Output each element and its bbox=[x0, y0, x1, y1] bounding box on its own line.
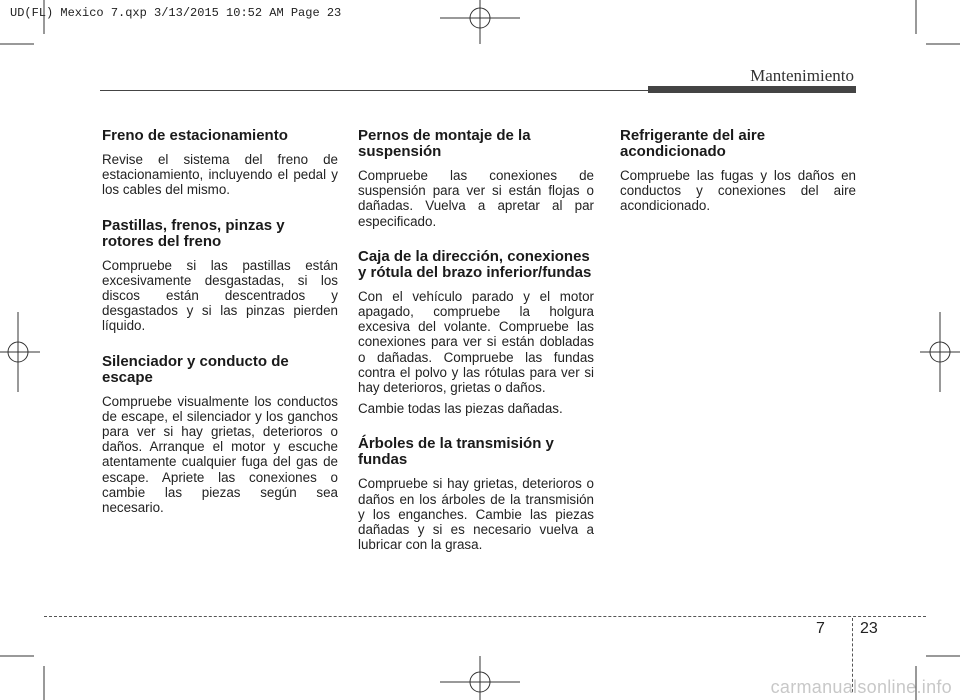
column-3 bbox=[620, 128, 856, 234]
section-paragraph: Compruebe si hay grietas, deterioros o daños en los árboles de la transmisión y los enganches. Cambie las piezas dañadas y si es necesario vuelva a lubricar con la grasa. bbox=[358, 476, 594, 553]
section-heading: Caja de la dirección, conexiones y rótula del brazo inferior/fundas bbox=[358, 247, 592, 281]
chapter-number: 7 bbox=[816, 620, 825, 637]
section-ac-refrigerant bbox=[620, 128, 856, 214]
column-1 bbox=[102, 128, 338, 535]
watermark: carmanualsonline.info bbox=[770, 677, 952, 697]
section-paragraph: Compruebe las conexiones de suspensión para ver si están flojas o dañadas. Vuelva a apretar al par especificado. bbox=[358, 168, 594, 229]
section-steering bbox=[358, 249, 594, 417]
section-suspension-bolts bbox=[358, 128, 594, 229]
section-heading: Silenciador y conducto de escape bbox=[102, 352, 289, 386]
section-parking-brake bbox=[102, 128, 338, 198]
registration-mark-left bbox=[0, 312, 40, 392]
section-heading: Árboles de la transmisión y fundas bbox=[358, 435, 554, 469]
section-title: Mantenimiento bbox=[750, 66, 854, 85]
section-heading: Freno de estacionamiento bbox=[102, 127, 288, 144]
print-slug: UD(FL) Mexico 7.qxp 3/13/2015 10:52 AM Page 23 bbox=[10, 6, 342, 20]
header-rule-bar bbox=[648, 86, 856, 93]
section-heading: Pernos de montaje de la suspensión bbox=[358, 127, 531, 160]
page-number: 23 bbox=[860, 620, 878, 637]
section-paragraph: Compruebe si las pastillas están excesivamente desgastadas, si los discos están descentrados y desgastados y si las pinzas pierden líquido. bbox=[102, 257, 338, 334]
registration-mark-bottom bbox=[440, 656, 520, 700]
section-paragraph: Con el vehículo parado y el motor apagado, compruebe la holgura excesiva del volante. Compruebe las conexiones para ver si están dobladas o dañadas. Compruebe las fundas contra el polvo y las rótulas para ver si hay deterioros, grietas o daños. bbox=[358, 288, 594, 396]
section-paragraph: Cambie todas las piezas dañadas. bbox=[358, 401, 563, 417]
footer-rule bbox=[44, 616, 926, 617]
section-heading: Pastillas, frenos, pinzas y rotores del freno bbox=[102, 216, 285, 250]
section-exhaust bbox=[102, 354, 338, 516]
section-paragraph: Compruebe las fugas y los daños en conductos y conexiones del aire acondicionado. bbox=[620, 168, 856, 214]
section-paragraph: Revise el sistema del freno de estacionamiento, incluyendo el pedal y los cables del mismo. bbox=[102, 152, 338, 198]
section-heading: Refrigerante del aire acondicionado bbox=[620, 127, 766, 160]
header-rule bbox=[100, 90, 648, 91]
section-paragraph: Compruebe visualmente los conductos de escape, el silenciador y los ganchos para ver si hay grietas, deterioros o daños. Arranque el motor y escuche atentamente cualquier fuga del gas de escape. Apriete las conexiones o cambie las piezas según sea necesario. bbox=[102, 393, 338, 516]
registration-mark-top bbox=[440, 0, 520, 44]
section-drive-shafts bbox=[358, 436, 594, 552]
registration-mark-right bbox=[920, 312, 960, 392]
section-brake-pads bbox=[102, 218, 338, 334]
column-2 bbox=[358, 128, 594, 572]
